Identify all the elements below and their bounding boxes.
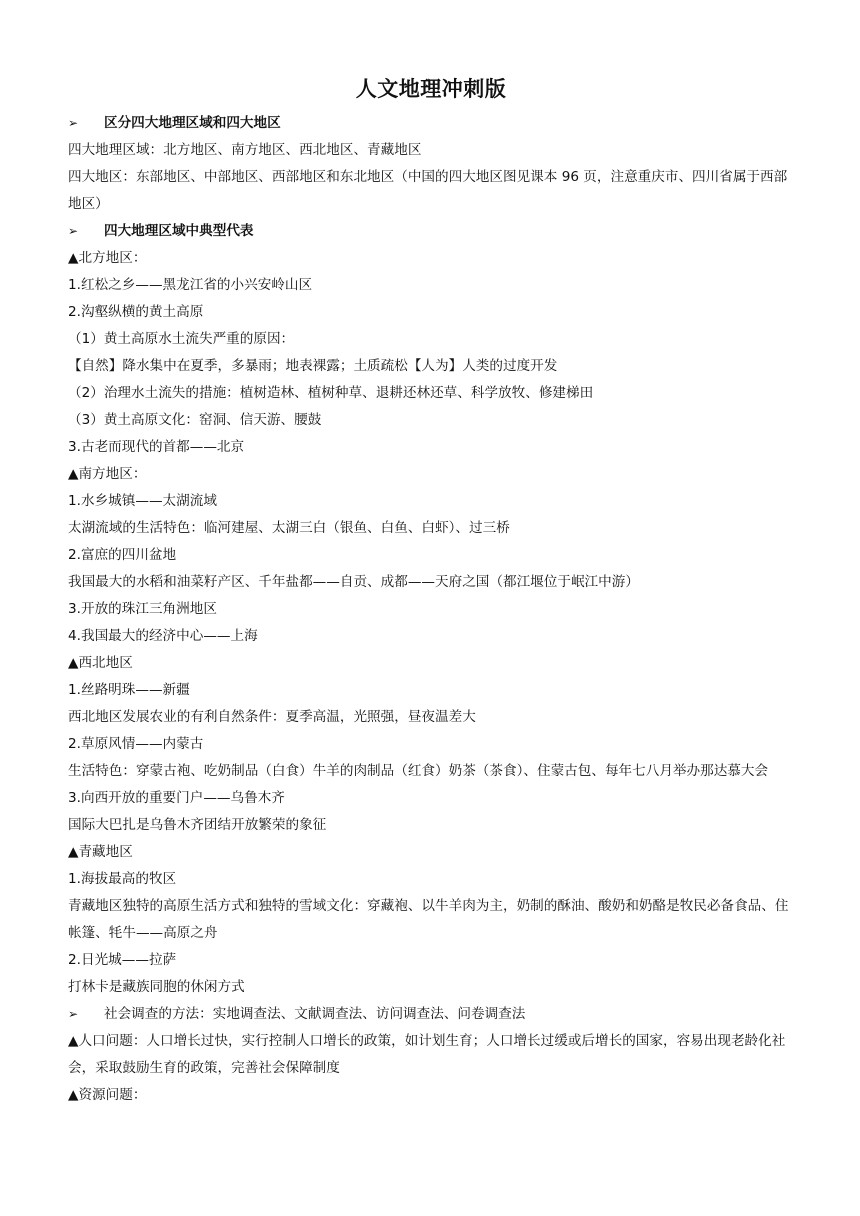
line-text: 打林卡是藏族同胞的休闲方式 bbox=[68, 979, 245, 995]
line-text: ▲西北地区 bbox=[68, 655, 133, 671]
line-text: 青藏地区独特的高原生活方式和独特的雪域文化：穿藏袍、以牛羊肉为主，奶制的酥油、酸奶和奶酪是牧民必备食品、住帐篷、牦牛——高原之舟 bbox=[68, 898, 789, 941]
text-line bbox=[68, 812, 794, 839]
text-line bbox=[68, 353, 794, 380]
line-text: 3.开放的珠江三角洲地区 bbox=[68, 601, 217, 617]
text-line bbox=[68, 434, 794, 461]
line-text: 2.沟壑纵横的黄土高原 bbox=[68, 304, 204, 320]
line-text: 3.向西开放的重要门户——乌鲁木齐 bbox=[68, 790, 285, 806]
text-line bbox=[68, 137, 794, 164]
text-line bbox=[68, 245, 794, 272]
text-line bbox=[68, 758, 794, 785]
line-text: 区分四大地理区域和四大地区 bbox=[104, 115, 281, 131]
text-line bbox=[68, 650, 794, 677]
line-text: 1.红松之乡——黑龙江省的小兴安岭山区 bbox=[68, 277, 313, 293]
line-text: 2.日光城——拉萨 bbox=[68, 952, 177, 968]
text-line bbox=[68, 893, 794, 947]
text-line bbox=[68, 299, 794, 326]
line-text: （1）黄土高原水土流失严重的原因： bbox=[68, 331, 295, 347]
arrow-bullet-icon: ➢ bbox=[68, 116, 79, 130]
text-line bbox=[68, 542, 794, 569]
text-line bbox=[68, 488, 794, 515]
line-text: 2.草原风情——内蒙古 bbox=[68, 736, 204, 752]
line-text: （2）治理水土流失的措施：植树造林、植树种草、退耕还林还草、科学放牧、修建梯田 bbox=[68, 385, 594, 401]
bullet-line bbox=[68, 1001, 794, 1028]
line-text: 1.丝路明珠——新疆 bbox=[68, 682, 190, 698]
text-line bbox=[68, 1028, 794, 1082]
line-text: ▲青藏地区 bbox=[68, 844, 133, 860]
line-text: ▲南方地区： bbox=[68, 466, 147, 482]
document-body bbox=[68, 110, 794, 1109]
text-line bbox=[68, 272, 794, 299]
text-line bbox=[68, 677, 794, 704]
text-line bbox=[68, 326, 794, 353]
arrow-bullet-icon: ➢ bbox=[68, 1007, 79, 1021]
line-text: 4.我国最大的经济中心——上海 bbox=[68, 628, 258, 644]
line-text: 太湖流域的生活特色：临河建屋、太湖三白（银鱼、白鱼、白虾）、过三桥 bbox=[68, 520, 510, 536]
line-text: 四大地区：东部地区、中部地区、西部地区和东北地区（中国的四大地区图见课本 96 页，注意重庆市、四川省属于西部地区） bbox=[68, 169, 788, 212]
text-line bbox=[68, 596, 794, 623]
text-line bbox=[68, 461, 794, 488]
line-text: 【自然】降水集中在夏季，多暴雨；地表裸露；土质疏松【人为】人类的过度开发 bbox=[68, 358, 558, 374]
text-line bbox=[68, 569, 794, 596]
line-text: ▲人口问题：人口增长过快，实行控制人口增长的政策，如计划生育；人口增长过缓或后增长的国家，容易出现老龄化社会，采取鼓励生育的政策，完善社会保障制度 bbox=[68, 1033, 786, 1076]
text-line bbox=[68, 623, 794, 650]
line-text: 我国最大的水稻和油菜籽产区、千年盐都——自贡、成都——天府之国（都江堰位于岷江中游） bbox=[68, 574, 639, 590]
text-line bbox=[68, 866, 794, 893]
text-line bbox=[68, 785, 794, 812]
line-text: ▲北方地区： bbox=[68, 250, 147, 266]
line-text: 国际大巴扎是乌鲁木齐团结开放繁荣的象征 bbox=[68, 817, 327, 833]
text-line bbox=[68, 407, 794, 434]
page-title: 人文地理冲刺版 bbox=[355, 77, 507, 101]
line-text: 3.古老而现代的首都——北京 bbox=[68, 439, 245, 455]
line-text: 社会调查的方法：实地调查法、文献调查法、访问调查法、问卷调查法 bbox=[104, 1006, 526, 1022]
text-line bbox=[68, 380, 794, 407]
text-line bbox=[68, 947, 794, 974]
section-heading bbox=[68, 218, 794, 245]
text-line bbox=[68, 164, 794, 218]
arrow-bullet-icon: ➢ bbox=[68, 224, 79, 238]
line-text: 1.海拔最高的牧区 bbox=[68, 871, 177, 887]
line-text: （3）黄土高原文化：窑洞、信天游、腰鼓 bbox=[68, 412, 322, 428]
line-text: 生活特色：穿蒙古袍、吃奶制品（白食）牛羊的肉制品（红食）奶茶（茶食）、住蒙古包、每年七八月举办那达慕大会 bbox=[68, 763, 769, 779]
line-text: ▲资源问题： bbox=[68, 1087, 147, 1103]
line-text: 四大地理区域中典型代表 bbox=[104, 223, 254, 239]
line-text: 西北地区发展农业的有利自然条件：夏季高温，光照强，昼夜温差大 bbox=[68, 709, 476, 725]
section-heading bbox=[68, 110, 794, 137]
text-line bbox=[68, 1082, 794, 1109]
text-line bbox=[68, 515, 794, 542]
text-line bbox=[68, 974, 794, 1001]
line-text: 四大地理区域：北方地区、南方地区、西北地区、青藏地区 bbox=[68, 142, 422, 158]
text-line bbox=[68, 731, 794, 758]
text-line bbox=[68, 704, 794, 731]
line-text: 2.富庶的四川盆地 bbox=[68, 547, 177, 563]
text-line bbox=[68, 839, 794, 866]
line-text: 1.水乡城镇——太湖流域 bbox=[68, 493, 217, 509]
